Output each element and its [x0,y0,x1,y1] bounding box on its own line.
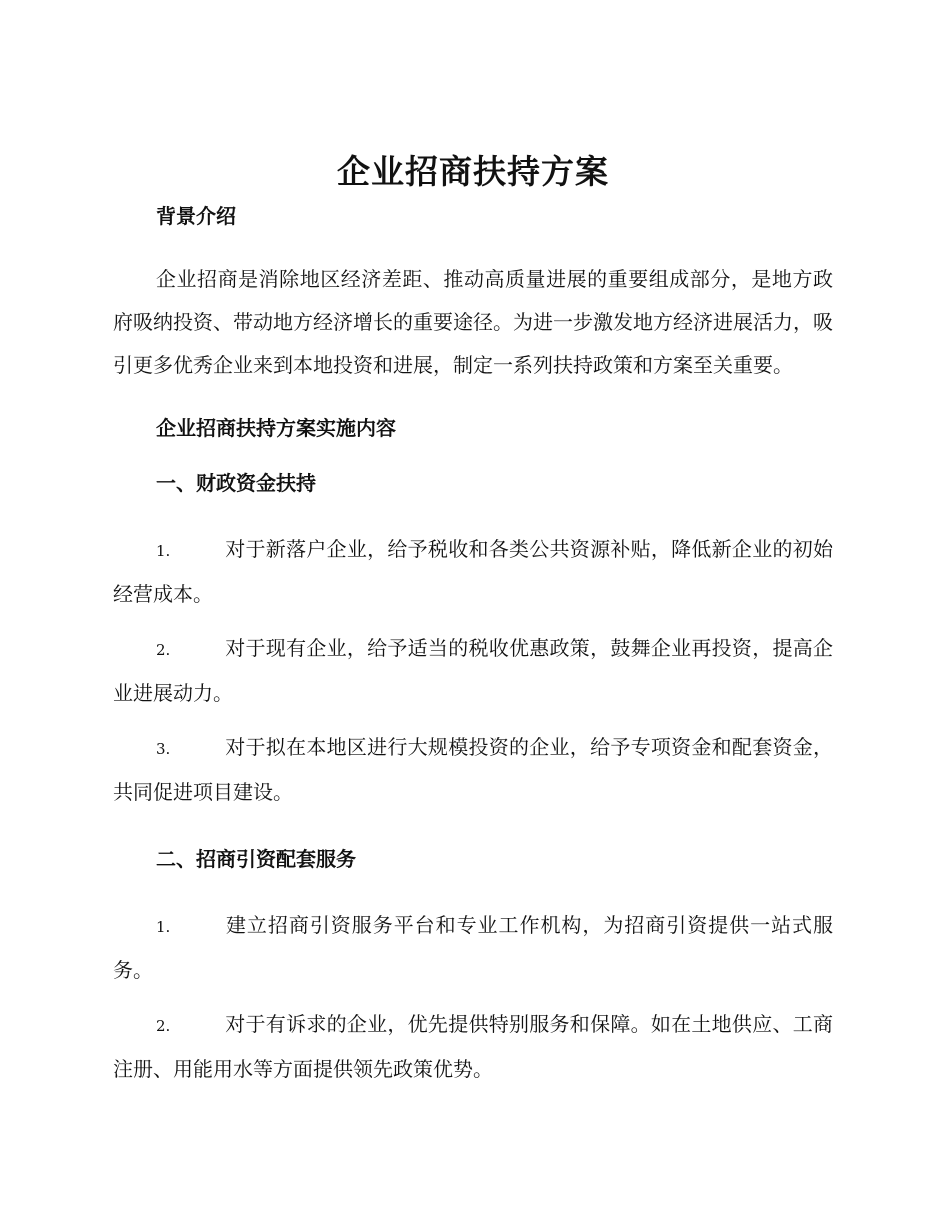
list-item-text: 建立招商引资服务平台和专业工作机构，为招商引资提供一站式服务。 [113,913,833,982]
list-item [113,726,833,814]
document-page [113,150,833,1091]
list-item-number: 1. [156,542,171,560]
list-item-number: 2. [156,641,171,659]
implementation-heading: 企业招商扶持方案实施内容 [156,416,396,440]
list-item-text: 对于拟在本地区进行大规模投资的企业，给予专项资金和配套资金，共同促进项目建设。 [113,735,833,804]
background-heading: 背景介绍 [156,204,236,228]
list-item [113,904,833,992]
list-item-number: 2. [156,1017,171,1035]
document-title: 企业招商扶持方案 [337,152,609,191]
list-item [113,528,833,616]
background-paragraph: 企业招商是消除地区经济差距、推动高质量进展的重要组成部分，是地方政府吸纳投资、带动地方经济增长的重要途径。为进一步激发地方经济进展活力，吸引更多优秀企业来到本地投资和进展，制定一系列扶持政策和方案至关重要。 [113,267,833,377]
list-item [113,1003,833,1091]
list-item-number: 1. [156,918,171,936]
list-item-text: 对于现有企业，给予适当的税收优惠政策，鼓舞企业再投资，提高企业进展动力。 [113,636,833,705]
section-heading-investment-services: 二、招商引资配套服务 [156,847,356,871]
list-item-text: 对于新落户企业，给予税收和各类公共资源补贴，降低新企业的初始经营成本。 [113,537,833,606]
list-item [113,627,833,715]
list-item-number: 3. [156,740,171,758]
section-heading-fiscal-support: 一、财政资金扶持 [156,471,316,495]
list-item-text: 对于有诉求的企业，优先提供特别服务和保障。如在土地供应、工商注册、用能用水等方面提供领先政策优势。 [113,1012,833,1081]
